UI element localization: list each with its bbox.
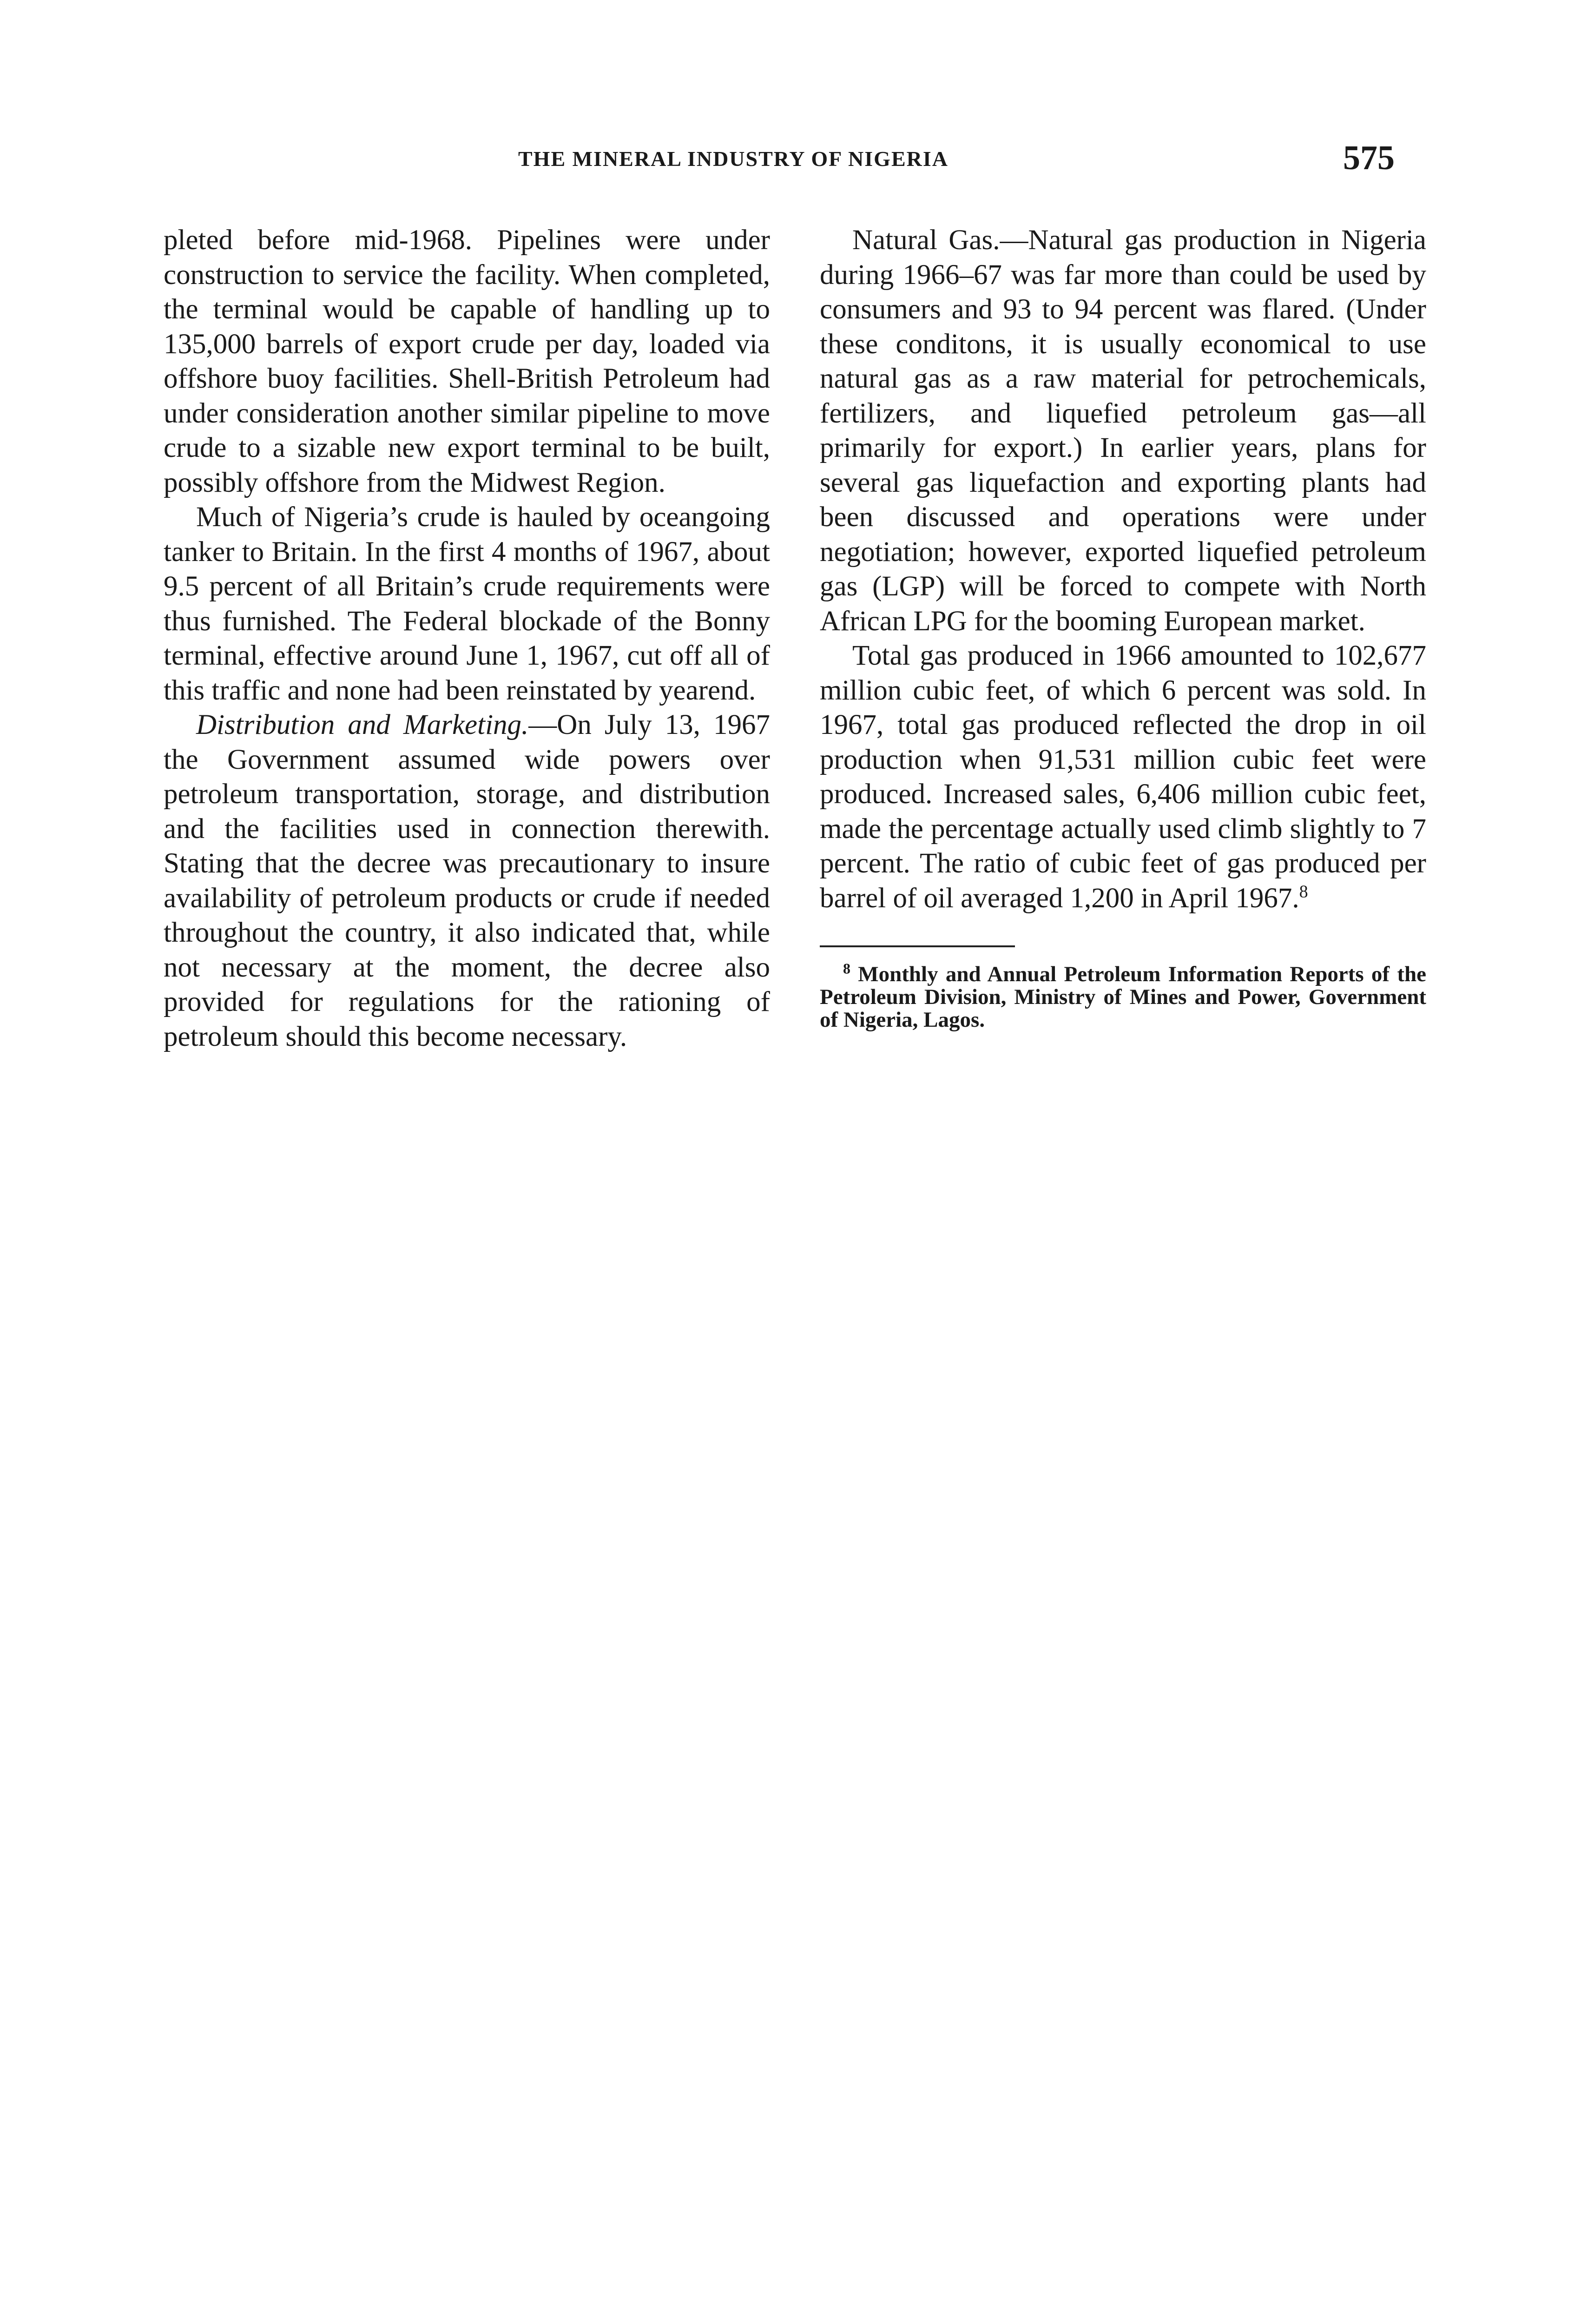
section-heading-natural-gas: Natural Gas.	[852, 224, 1000, 256]
page-number: 575	[1343, 139, 1395, 177]
paragraph-distribution-text: —On July 13, 1967 the Government assumed wide powers over petroleum transportation, storage, and distribution and the facilities used in connection therewith. Stating that the decree was precautionary to insure availability of petroleum products or crude if needed throughout the country, it also indicated that, while not necessary at the moment, the decree also provided for regulations for the rationing of petroleum should this become necessary.	[164, 709, 770, 1052]
footnote-divider	[820, 945, 1015, 947]
paragraph-distribution-marketing	[164, 708, 770, 1054]
running-title: THE MINERAL INDUSTRY OF NIGERIA	[518, 147, 948, 171]
paragraph-natural-gas-text: —Natural gas production in Nigeria during 1966–67 was far more than could be used by consumers and 93 to 94 percent was flared. (Under these conditons, it is usually economical to use natural gas as a raw material for petrochemicals, fertilizers, and liquefied petroleum gas—all primarily for export.) In earlier years, plans for several gas liquefaction and exporting plants had been discussed and operations were under negotiation; however, exported liquefied petroleum gas (LGP) will be forced to compete with North African LPG for the booming European market.	[820, 224, 1426, 637]
section-heading-distribution: Distribution and Marketing.	[196, 709, 529, 740]
footnote-text: Monthly and Annual Petroleum Information Reports of the Petroleum Division, Ministry of Mines and Power, Government of Nigeria, Lagos.	[820, 962, 1426, 1032]
right-column	[820, 223, 1426, 1031]
paragraph-tanker-traffic: Much of Nigeria’s crude is hauled by oceangoing tanker to Britain. In the first 4 months of 1967, about 9.5 percent of all Britain’s crude requirements were thus furnished. The Federal blockade of the Bonny terminal, effective around June 1, 1967, cut off all of this traffic and none had been reinstated by yearend.	[164, 502, 770, 706]
footnote	[820, 960, 1426, 1032]
left-column	[164, 223, 770, 1054]
paragraph-natural-gas	[820, 223, 1426, 639]
paragraph-gas-production	[820, 639, 1426, 916]
paragraph-gas-production-text: Total gas produced in 1966 amounted to 102,677 million cubic feet, of which 6 percent was sold. In 1967, total gas produced reflected the drop in oil production when 91,531 million cubic feet were produced. Increased sales, 6,406 million cubic feet, made the percentage actually used climb slightly to 7 percent. The ratio of cubic feet of gas produced per barrel of oil averaged 1,200 in April 1967.	[820, 640, 1426, 914]
footnote-reference: 8	[1299, 882, 1308, 902]
footnote-mark: 8	[843, 960, 850, 977]
paragraph-pipelines: pleted before mid-1968. Pipelines were under construction to service the facility. When completed, the terminal would be capable of handling up to 135,000 barrels of export crude per day, loaded via offshore buoy facilities. Shell-British Petroleum had under consideration another similar pipeline to move crude to a sizable new export terminal to be built, possibly offshore from the Midwest Region.	[164, 224, 770, 498]
